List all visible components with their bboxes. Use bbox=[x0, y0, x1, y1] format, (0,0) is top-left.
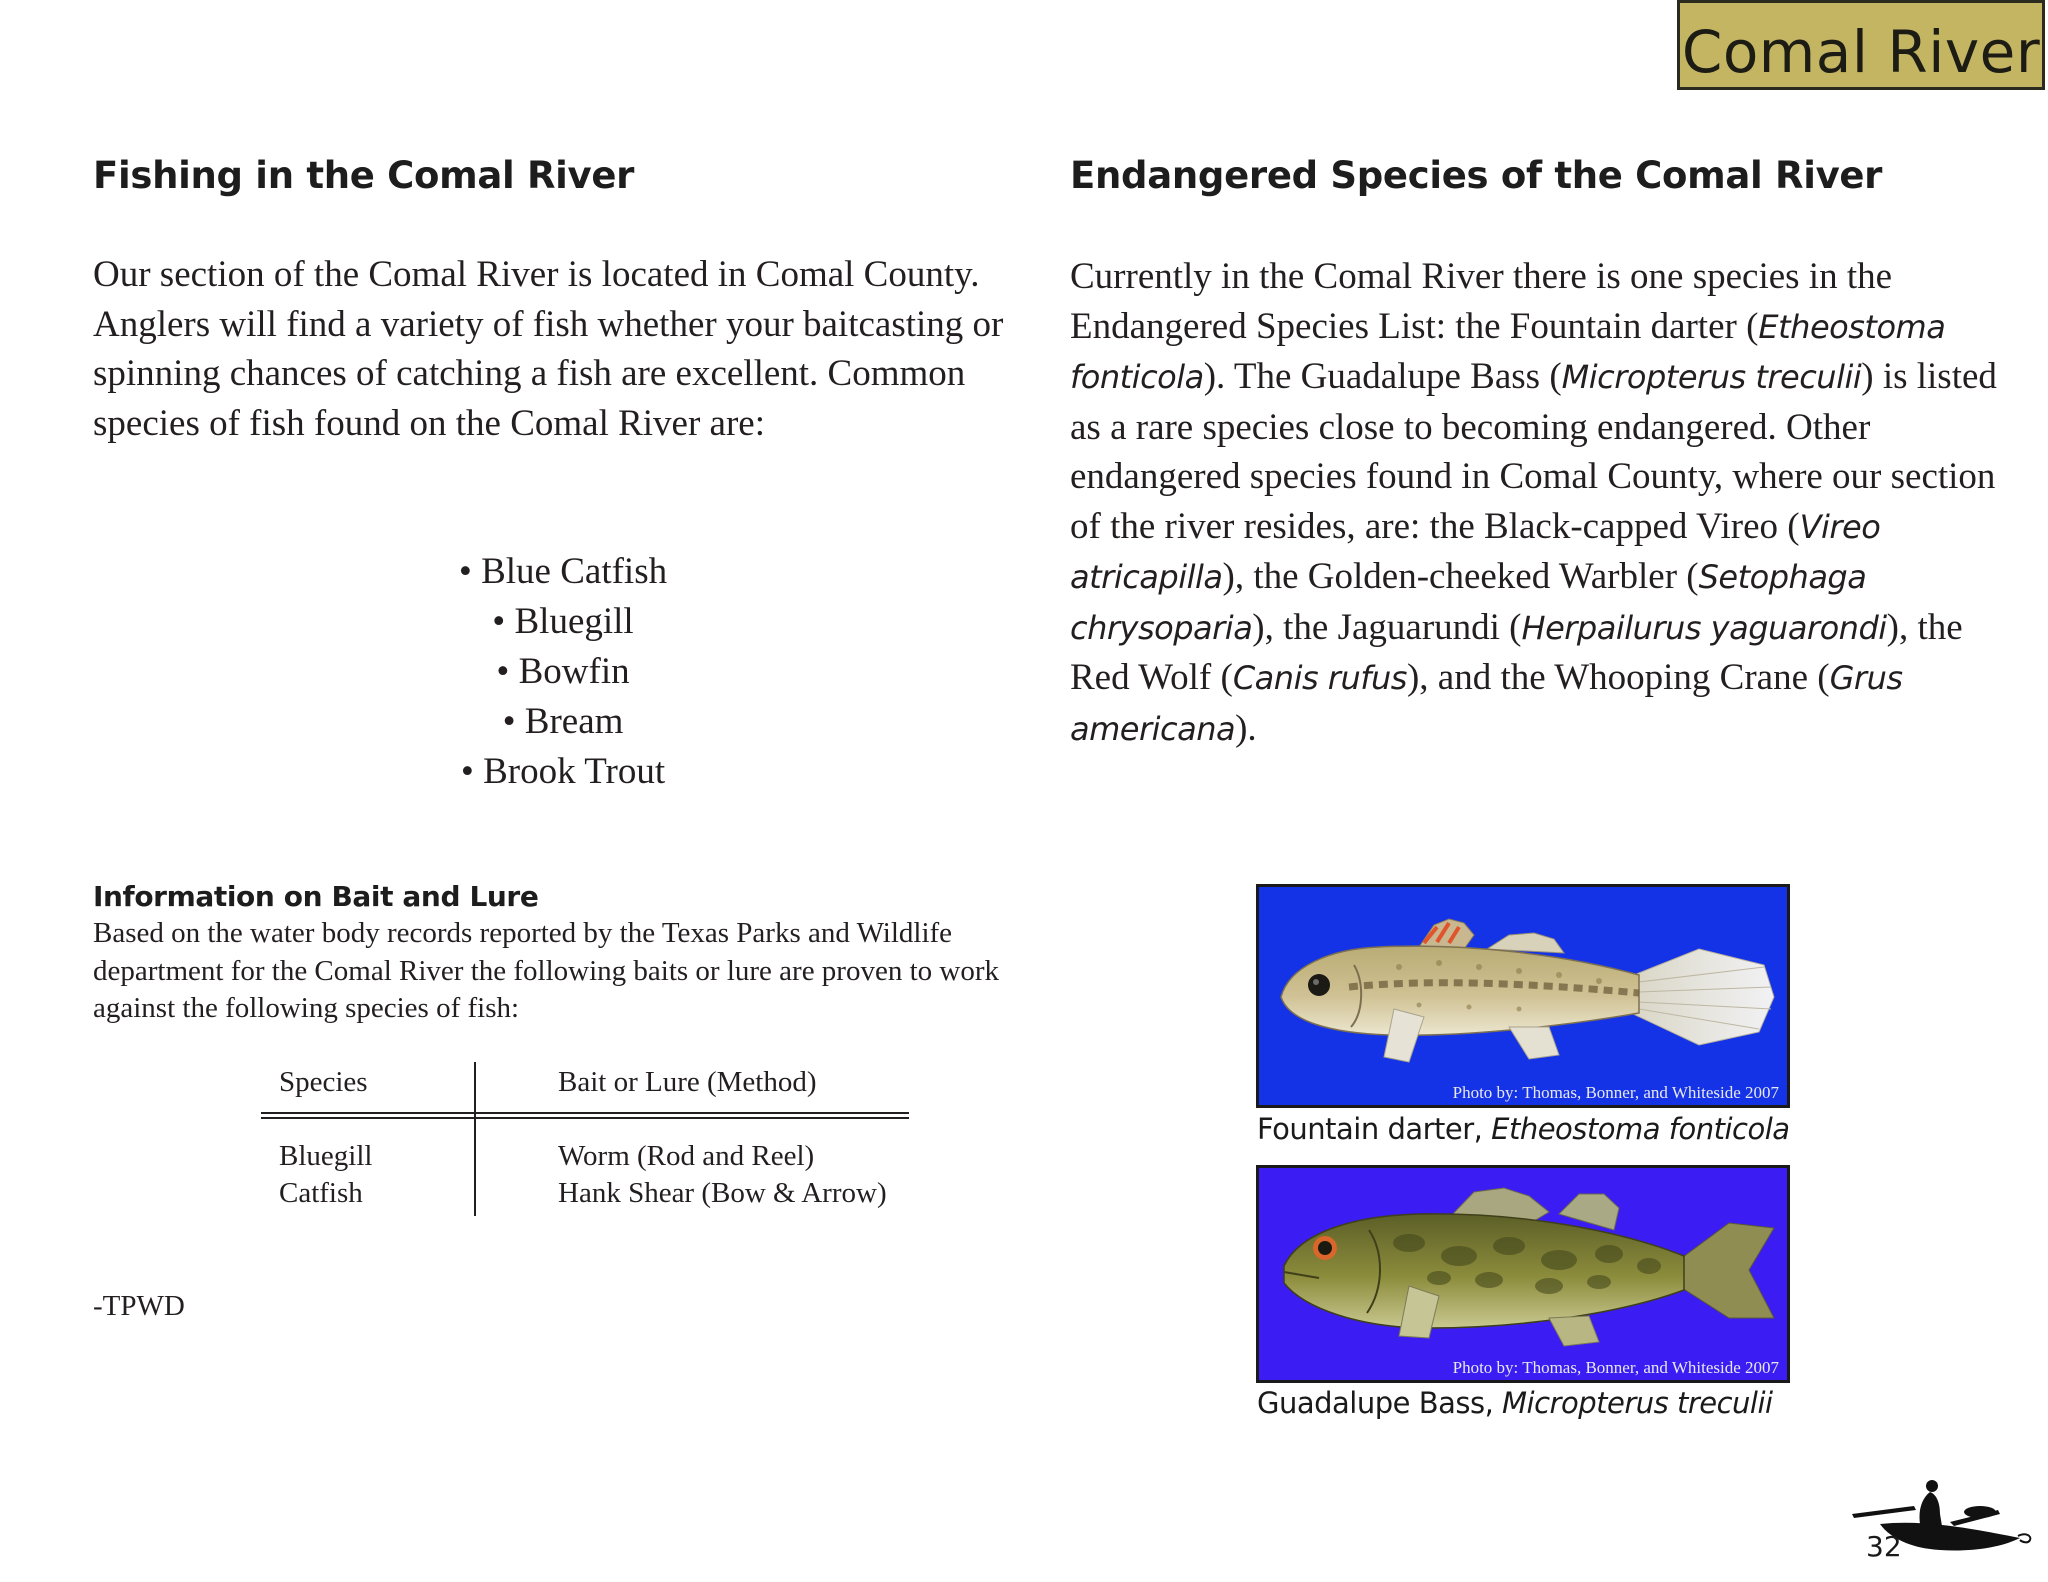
section-title: Comal River bbox=[1681, 18, 2041, 86]
fishing-heading: Fishing in the Comal River bbox=[93, 154, 635, 197]
table-cell: Catfish bbox=[279, 1177, 363, 1209]
table-header-species: Species bbox=[279, 1066, 368, 1098]
table-header-rule bbox=[261, 1117, 909, 1119]
scientific-name: Grus americana bbox=[1070, 659, 1903, 748]
page-number: 32 bbox=[1866, 1530, 1902, 1563]
section-tab bbox=[1677, 0, 2045, 90]
page-footer bbox=[1850, 1480, 2035, 1565]
source-credit: -TPWD bbox=[93, 1290, 185, 1322]
fountain-darter-photo bbox=[1256, 884, 1790, 1108]
caption-common-name: Guadalupe Bass, bbox=[1257, 1386, 1503, 1420]
scientific-name: Etheostoma fonticola bbox=[1070, 307, 1946, 396]
scientific-name: Canis rufus bbox=[1232, 659, 1407, 697]
fountain-darter-caption bbox=[1257, 1112, 1790, 1146]
text-run: ), the Red Wolf ( bbox=[1070, 606, 1963, 698]
photo-credit: Photo by: Thomas, Bonner, and Whiteside 2007 bbox=[1452, 1358, 1779, 1377]
caption-scientific-name: Etheostoma fonticola bbox=[1491, 1112, 1790, 1146]
list-item: • Bream bbox=[363, 697, 763, 747]
text-run: ). bbox=[1235, 707, 1257, 749]
endangered-heading: Endangered Species of the Comal River bbox=[1070, 154, 1883, 197]
table-cell: Hank Shear (Bow & Arrow) bbox=[558, 1177, 887, 1209]
guadalupe-bass-caption bbox=[1257, 1386, 1773, 1420]
guadalupe-bass-photo bbox=[1256, 1165, 1790, 1383]
table-cell: Bluegill bbox=[279, 1140, 373, 1172]
caption-common-name: Fountain darter, bbox=[1257, 1112, 1492, 1146]
text-run: ), the Golden-cheeked Warbler ( bbox=[1222, 556, 1699, 597]
fishing-paragraph bbox=[93, 250, 1013, 448]
text-run: ). The Guadalupe Bass ( bbox=[1203, 356, 1562, 397]
bait-heading: Information on Bait and Lure bbox=[93, 880, 539, 913]
photo-credit: Photo by: Thomas, Bonner, and Whiteside 2007 bbox=[1452, 1083, 1779, 1102]
table-cell: Worm (Rod and Reel) bbox=[558, 1140, 815, 1172]
endangered-paragraph bbox=[1070, 252, 2000, 754]
text-run: ), the Jaguarundi ( bbox=[1252, 606, 1522, 648]
text-run: ) is listed as a rare species close to becoming endangered. Other endangered species found in Comal County, where our section of the river resides, are: the Black-capped Vireo ( bbox=[1070, 356, 1997, 547]
bait-table bbox=[261, 1062, 909, 1216]
scientific-name: Micropterus treculii bbox=[1561, 358, 1862, 396]
scientific-name: Vireo atricapilla bbox=[1070, 507, 1881, 596]
list-item: • Bluegill bbox=[363, 597, 763, 647]
table-header-bait: Bait or Lure (Method) bbox=[558, 1066, 817, 1098]
table-header-rule bbox=[261, 1112, 909, 1114]
scientific-name: Herpailurus yaguarondi bbox=[1521, 608, 1887, 647]
fountain-darter-illustration bbox=[1259, 887, 1787, 1105]
fishing-paragraph-text: Our section of the Comal River is located in Comal County. Anglers will find a variety of fish whether your baitcasting or spinning chances of catching a fish are excellent. Common species of fish found on the Comal River are: bbox=[93, 254, 1004, 444]
guadalupe-bass-illustration bbox=[1259, 1168, 1787, 1380]
endangered-paragraph-text bbox=[1070, 252, 2000, 754]
list-item: • Blue Catfish bbox=[363, 547, 763, 597]
text-run: Currently in the Comal River there is one species in the Endangered Species List: the Fountain darter ( bbox=[1070, 256, 1893, 347]
text-run: ), and the Whooping Crane ( bbox=[1406, 657, 1830, 698]
scientific-name: Setophaga chrysoparia bbox=[1070, 558, 1867, 647]
list-item: • Brook Trout bbox=[363, 747, 763, 797]
list-item: • Bowfin bbox=[363, 647, 763, 697]
caption-scientific-name: Micropterus treculii bbox=[1502, 1386, 1773, 1420]
table-column-divider bbox=[474, 1062, 476, 1216]
bait-paragraph: Based on the water body records reported by the Texas Parks and Wildlife department for the Comal River the following baits or lure are proven to work against the following species of fish: bbox=[93, 917, 999, 1024]
fish-species-list bbox=[363, 547, 763, 797]
